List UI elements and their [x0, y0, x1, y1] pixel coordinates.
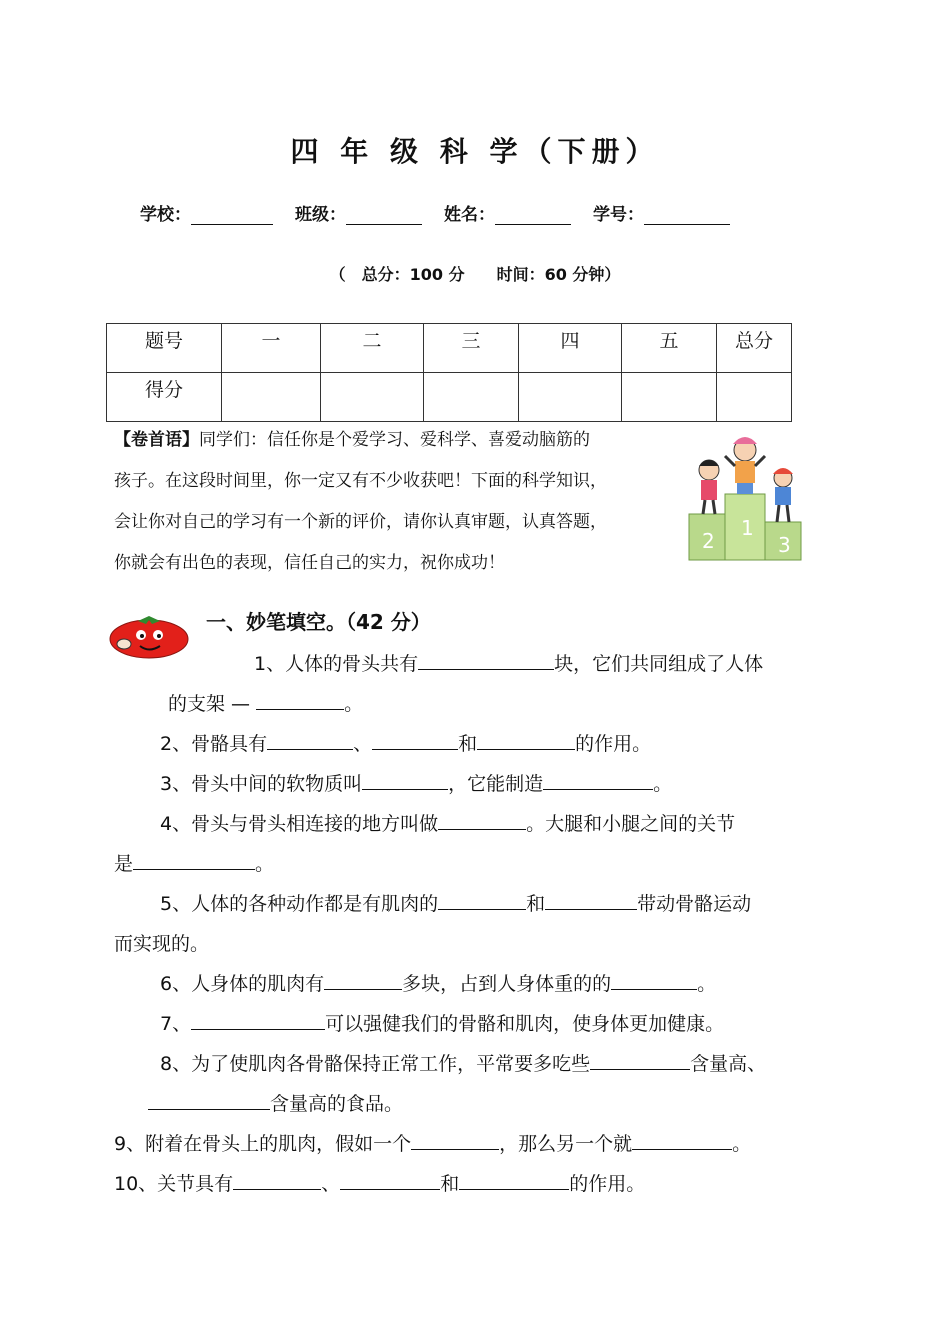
question-9: 9、附着在骨头上的肌肉，假如一个 ，那么另一个就 。 [114, 1124, 844, 1164]
answer-blank[interactable] [590, 1049, 690, 1070]
question-7: 7、 可以强健我们的骨骼和肌肉，使身体更加健康。 [160, 1004, 890, 1044]
answer-blank[interactable] [372, 729, 458, 750]
answer-blank[interactable] [543, 769, 653, 790]
score-header-cell: 题号 [107, 324, 222, 373]
question-6: 6、人身体的肌肉有 多块，占到人身体重的的 。 [160, 964, 890, 1004]
number-field[interactable]: 学号： [593, 200, 730, 225]
page-title: 四 年 级 科 学（下册） [290, 135, 660, 168]
name-field[interactable]: 姓名： [444, 200, 571, 225]
score-header-cell: 五 [622, 324, 717, 373]
question-5-line2: 而实现的。 [114, 933, 210, 955]
question-8-line1: 8、为了使肌肉各骨骼保持正常工作，平常要多吃些 含量高、 [160, 1044, 860, 1084]
answer-blank[interactable] [632, 1129, 732, 1150]
answer-blank[interactable] [418, 649, 554, 670]
score-header-cell: 一 [222, 324, 321, 373]
preface-line: 孩子。在这段时间里，你一定又有不少收获吧！下面的科学知识， [114, 471, 607, 491]
question-2: 2、骨骼具有 、 和 的作用。 [160, 724, 890, 764]
question-4-line1: 4、骨头与骨头相连接的地方叫做 。大腿和小腿之间的关节 [160, 804, 890, 844]
score-header-cell: 三 [424, 324, 519, 373]
school-field[interactable]: 学校： [140, 200, 273, 225]
score-row-label: 得分 [107, 373, 222, 422]
question-1-line1: 1、人体的骨头共有 块，它们共同组成了人体 [254, 644, 854, 684]
score-cell[interactable] [622, 373, 717, 422]
preface-line: 同学们：信任你是个爱学习、爱科学、喜爱动脑筋的 [199, 430, 590, 450]
answer-blank[interactable] [477, 729, 575, 750]
answer-blank[interactable] [233, 1169, 321, 1190]
svg-text:1: 1 [741, 516, 754, 540]
tomato-mascot-icon [108, 614, 190, 660]
answer-blank[interactable] [362, 769, 448, 790]
section-1-heading: 一、妙笔填空。（42 分） [206, 610, 431, 634]
preface [114, 420, 674, 584]
answer-blank[interactable] [611, 969, 697, 990]
svg-text:3: 3 [778, 533, 791, 557]
answer-blank[interactable] [191, 1009, 325, 1030]
question-4-line2: 是 。 [114, 844, 844, 884]
podium-illustration [685, 430, 805, 562]
question-8-line2: 含量高的食品。 [148, 1084, 878, 1124]
answer-blank[interactable] [438, 809, 526, 830]
question-10: 10、关节具有 、 和 的作用。 [114, 1164, 844, 1204]
score-cell[interactable] [717, 373, 792, 422]
answer-blank[interactable] [148, 1089, 270, 1110]
question-3: 3、骨头中间的软物质叫 ，它能制造 。 [160, 764, 890, 804]
preface-line: 你就会有出色的表现，信任自己的实力，祝你成功！ [114, 553, 505, 573]
question-5-line1: 5、人体的各种动作都是有肌肉的 和 带动骨骼运动 [160, 884, 890, 924]
answer-blank[interactable] [545, 889, 637, 910]
answer-blank[interactable] [133, 849, 255, 870]
score-cell[interactable] [222, 373, 321, 422]
preface-line: 会让你对自己的学习有一个新的评价，请你认真审题，认真答题， [114, 512, 607, 532]
answer-blank[interactable] [438, 889, 526, 910]
question-1-line2: 的支架 — 。 [168, 684, 898, 724]
score-table-score-row [107, 373, 792, 422]
svg-text:2: 2 [702, 529, 715, 553]
score-header-cell: 四 [519, 324, 622, 373]
student-info-row [140, 200, 820, 225]
answer-blank[interactable] [411, 1129, 499, 1150]
score-header-cell: 总分 [717, 324, 792, 373]
answer-blank[interactable] [340, 1169, 440, 1190]
score-cell[interactable] [519, 373, 622, 422]
answer-blank[interactable] [324, 969, 402, 990]
answer-blank[interactable] [459, 1169, 569, 1190]
answer-blank[interactable] [267, 729, 353, 750]
preface-label: 【卷首语】 [114, 430, 199, 450]
score-table-header-row [107, 324, 792, 373]
score-header-cell: 二 [321, 324, 424, 373]
score-cell[interactable] [424, 373, 519, 422]
class-field[interactable]: 班级： [295, 200, 422, 225]
score-cell[interactable] [321, 373, 424, 422]
answer-blank[interactable] [256, 689, 344, 710]
score-table [106, 323, 792, 422]
exam-meta: （ 总分：100 分 时间：60 分钟） [329, 265, 621, 284]
